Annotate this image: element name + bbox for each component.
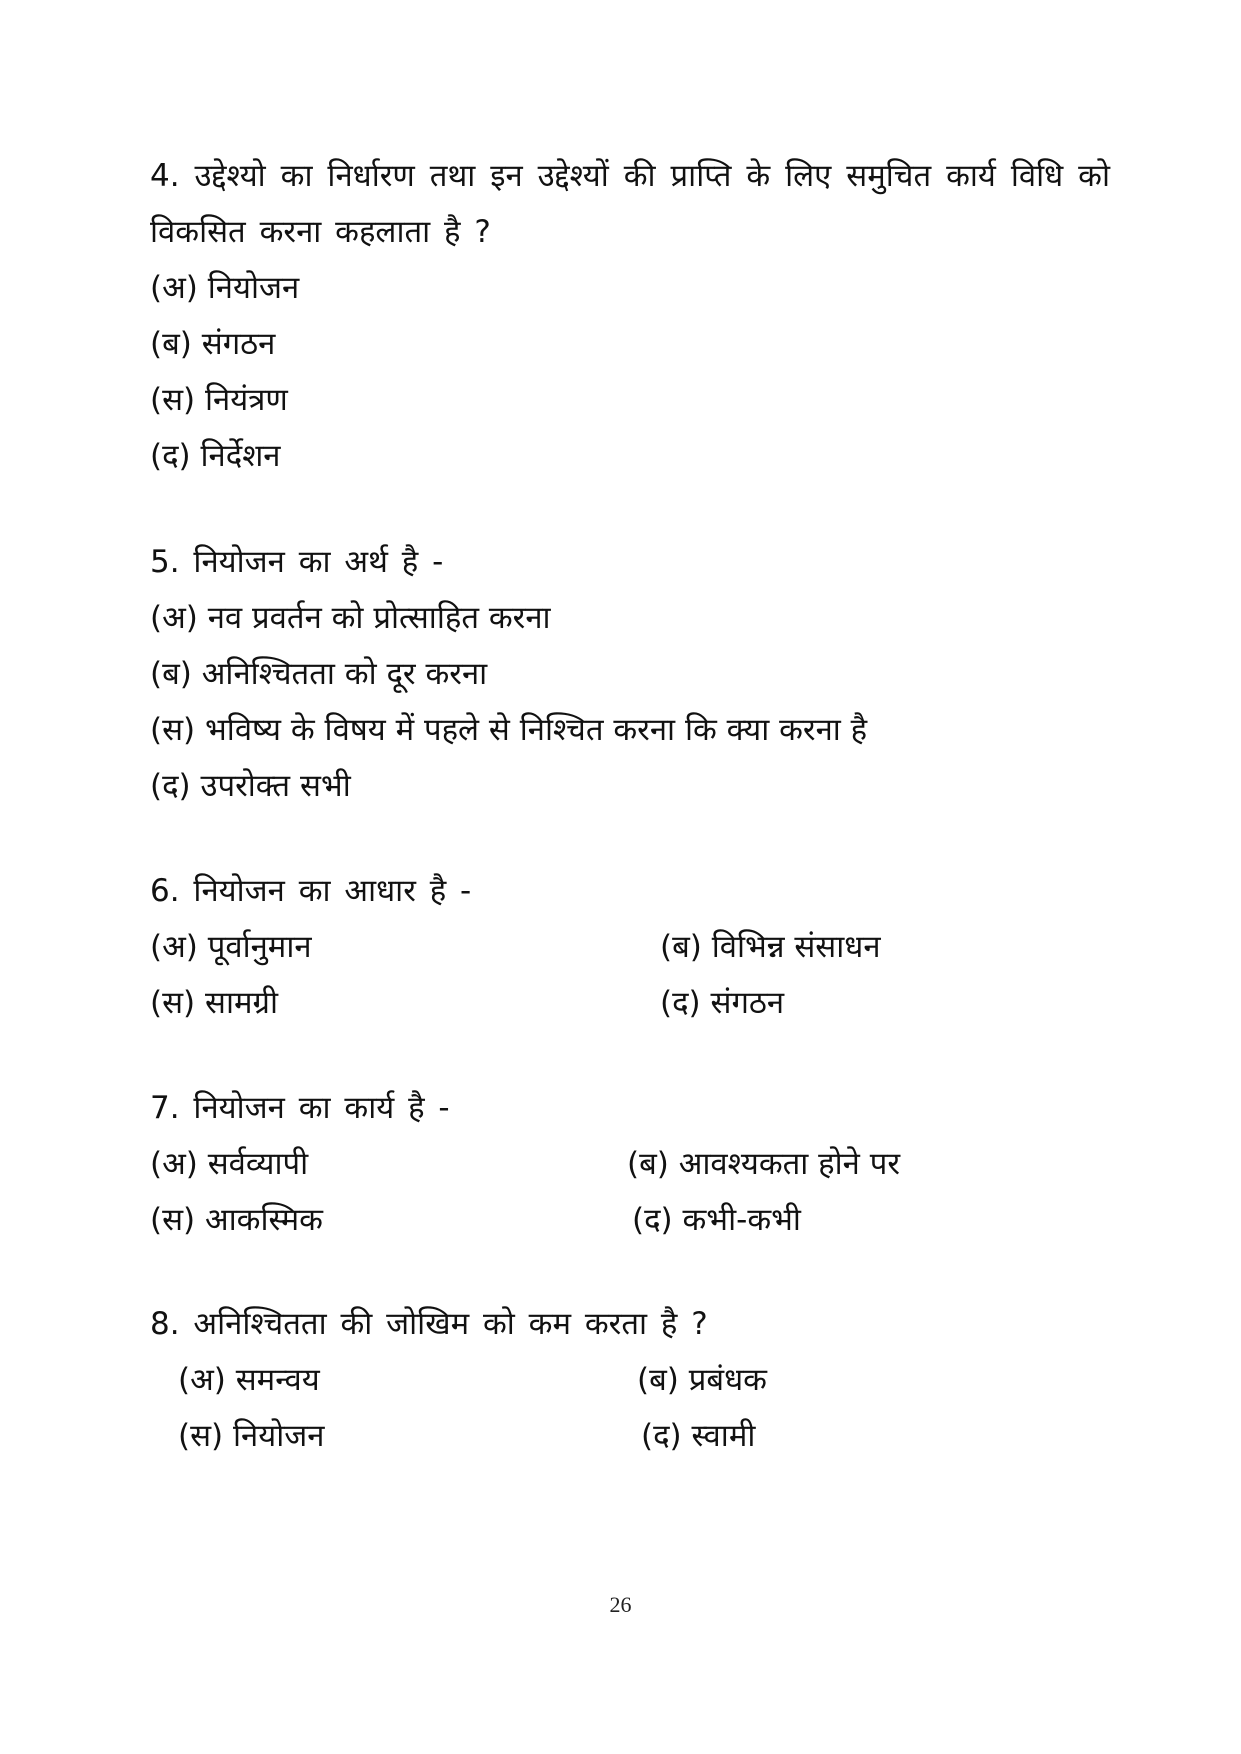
option-d: (द) कभी-कभी: [632, 1202, 801, 1238]
question-7: [150, 1080, 1110, 1248]
option-d: (द) स्वामी: [641, 1418, 756, 1454]
option-a: (अ) पूर्वानुमान: [150, 929, 312, 965]
question-8: [150, 1296, 1110, 1464]
option-b: (ब) प्रबंधक: [637, 1362, 767, 1398]
question-text: 6. नियोजन का आधार है -: [150, 873, 472, 909]
option-b: (ब) आवश्यकता होने पर: [627, 1146, 901, 1182]
option-d: (द) उपरोक्त सभी: [150, 768, 351, 804]
option-d: (द) निर्देशन: [150, 438, 281, 474]
question-5: [150, 534, 1110, 814]
question-text: 4. उद्देश्यो का निर्धारण तथा इन उद्देश्यों की प्राप्ति के लिए समुचित कार्य विधि को विकसित करना कहलाता है ?: [150, 158, 1110, 250]
option-c: (स) आकस्मिक: [150, 1202, 323, 1238]
option-c: (स) भविष्य के विषय में पहले से निश्चित करना कि क्या करना है: [150, 712, 868, 748]
option-d: (द) संगठन: [660, 985, 785, 1021]
option-c: (स) नियोजन: [178, 1418, 325, 1454]
option-c: (स) सामग्री: [150, 985, 279, 1021]
page-number: 26: [609, 1592, 632, 1617]
option-a: (अ) नव प्रवर्तन को प्रोत्साहित करना: [150, 600, 551, 636]
option-c: (स) नियंत्रण: [150, 382, 288, 418]
option-b: (ब) विभिन्न संसाधन: [660, 929, 881, 965]
options-grid: [150, 1136, 1110, 1248]
options-grid: [150, 919, 1110, 1031]
question-text: 8. अनिश्चितता की जोखिम को कम करता है ?: [150, 1306, 708, 1342]
option-b: (ब) संगठन: [150, 326, 276, 362]
options-grid: [164, 1352, 1124, 1464]
option-a: (अ) समन्वय: [178, 1362, 320, 1398]
question-text: 7. नियोजन का कार्य है -: [150, 1090, 450, 1126]
question-6: [150, 863, 1110, 1031]
option-a: (अ) सर्वव्यापी: [150, 1146, 309, 1182]
question-text: 5. नियोजन का अर्थ है -: [150, 544, 444, 580]
question-4: [150, 148, 1110, 484]
option-b: (ब) अनिश्चितता को दूर करना: [150, 656, 488, 692]
option-a: (अ) नियोजन: [150, 270, 300, 306]
